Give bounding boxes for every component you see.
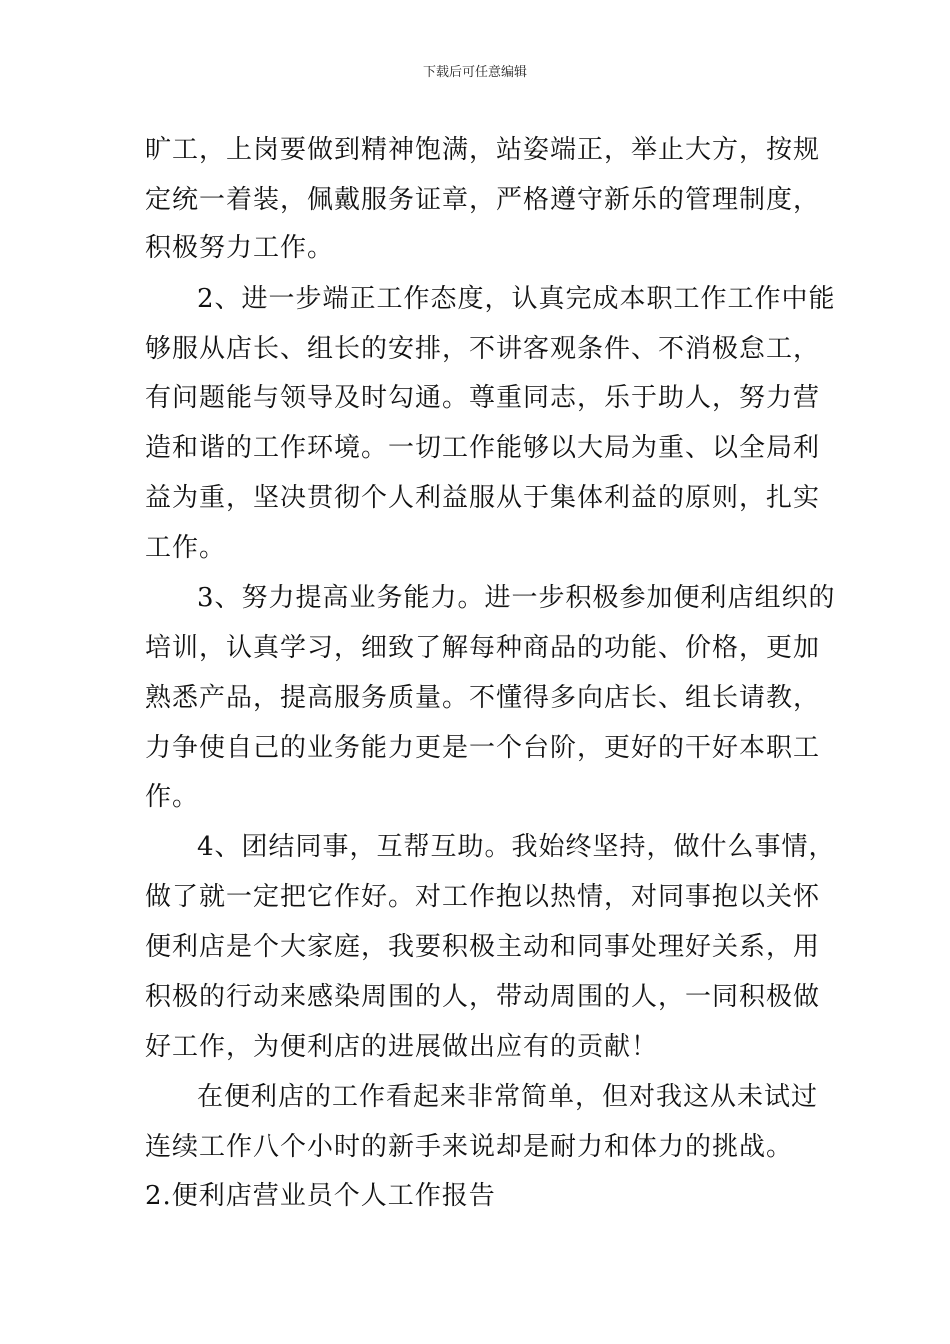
text-line: 作。: [145, 782, 200, 812]
paragraph-4-start: 4、团结同事，互帮互助。我始终坚持，做什么事情，: [197, 832, 836, 862]
text-line: 好工作，为便利店的进展做出应有的贡献！: [145, 1032, 659, 1062]
paragraph-3-start: 3、努力提高业务能力。进一步积极参加便利店组织的: [197, 583, 836, 613]
text-line: 熟悉产品，提高服务质量。不懂得多向店长、组长请教，: [145, 683, 821, 713]
text-line: 工作。: [145, 533, 227, 563]
text-line: 够服从店长、组长的安排，不讲客观条件、不消极怠工，: [145, 334, 821, 364]
text-line: 力争使自己的业务能力更是一个台阶，更好的干好本职工: [145, 733, 821, 763]
text-line: 旷工，上岗要做到精神饱满，站姿端正，举止大方，按规: [145, 135, 821, 165]
text-line: 造和谐的工作环境。一切工作能够以大局为重、以全局利: [145, 433, 821, 463]
text-line: 积极努力工作。: [145, 233, 335, 263]
text-line: 连续工作八个小时的新手来说却是耐力和体力的挑战。: [145, 1132, 794, 1162]
text-line: 定统一着装，佩戴服务证章，严格遵守新乐的管理制度，: [145, 185, 821, 215]
paragraph-2-start: 2、进一步端正工作态度，认真完成本职工作工作中能: [197, 284, 836, 314]
section-heading: 2.便利店营业员个人工作报告: [145, 1181, 496, 1211]
text-line: 便利店是个大家庭，我要积极主动和同事处理好关系，用: [145, 932, 821, 962]
page-header: 下载后可任意编辑: [422, 65, 527, 80]
text-line: 有问题能与领导及时勾通。尊重同志，乐于助人，努力营: [145, 383, 821, 413]
text-line: 积极的行动来感染周围的人，带动周围的人，一同积极做: [145, 982, 821, 1012]
text-line: 益为重，坚决贯彻个人利益服从于集体利益的原则，扎实: [145, 483, 821, 513]
paragraph-5-start: 在便利店的工作看起来非常简单，但对我这从未试过: [197, 1082, 819, 1112]
text-line: 培训，认真学习，细致了解每种商品的功能、价格，更加: [145, 633, 821, 663]
text-line: 做了就一定把它作好。对工作抱以热情，对同事抱以关怀: [145, 882, 821, 912]
